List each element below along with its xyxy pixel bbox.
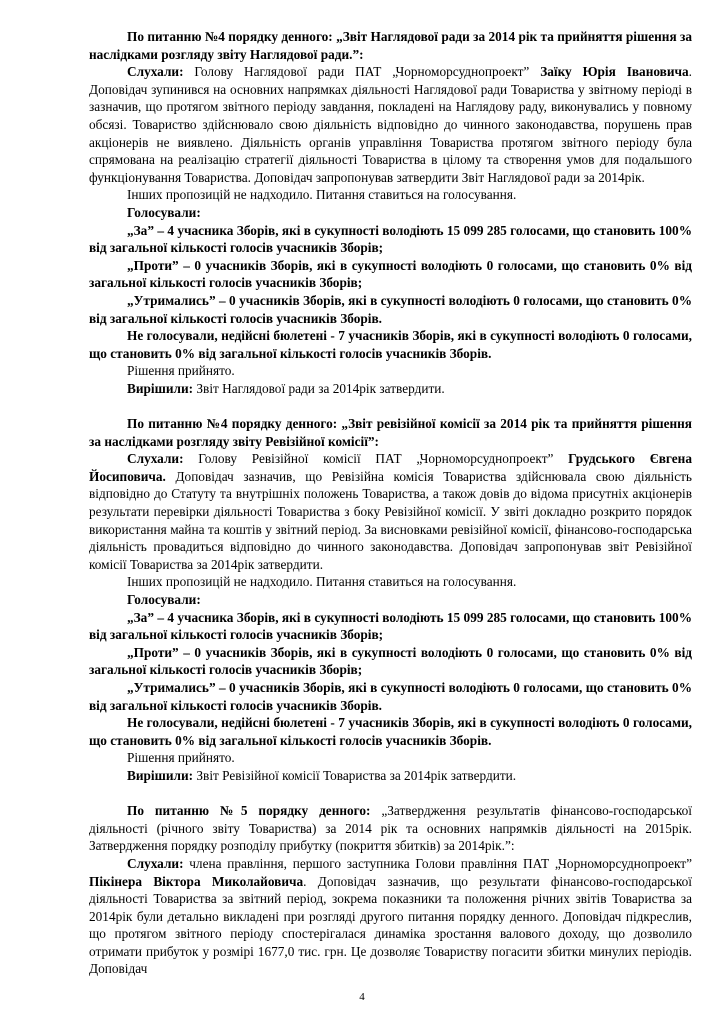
heard-label: Слухали: <box>127 855 184 871</box>
vote-for <box>89 609 692 644</box>
heading-text: „Затвердження результатів фінансово-господарської діяльності (річного звіту Товариства) за 2014 рік та основних напрямків діяльності на 2015рік. Затвердження порядку розподілу прибутку (покриття збитків) за 2014рік.”: <box>89 803 692 854</box>
agenda-item-heading <box>89 415 692 450</box>
heard-label: Слухали: <box>127 451 184 467</box>
no-proposals-text: Інших пропозицій не надходило. Питання ставиться на голосування. <box>127 187 517 203</box>
heard-intro: Голову Наглядової ради ПАТ „Чорноморсуднопроект” <box>183 64 541 80</box>
vote-invalid-text: Не голосували, недійсні бюлетені - 7 учасників Зборів, які в сукупності володіють 0 голосами, що становить 0% від загальної кількості голосів учасників Зборів. <box>89 328 692 361</box>
vote-against-text: „Проти” – 0 учасників Зборів, які в сукупності володіють 0 голосами, що становить 0% від загальної кількості голосів учасників Зборів; <box>89 644 692 678</box>
voted-label-text: Голосували: <box>127 204 201 220</box>
heard-paragraph <box>89 63 692 186</box>
speaker-name: Грудського Євгена Йосиповича. <box>89 451 692 484</box>
decided-label: Вирішили: <box>127 767 194 783</box>
no-proposals-text: Інших пропозицій не надходило. Питання ставиться на голосування. <box>127 574 517 590</box>
heading-label: По питанню №4 порядку денного: <box>127 29 333 44</box>
page-number: 4 <box>359 991 365 1003</box>
vote-for-text: „За” – 4 учасника Зборів, які в сукупності володіють 15 099 285 голосами, що становить 100% від загальної кількості голосів учасників Зборів; <box>89 609 692 643</box>
vote-abstain-text: „Утримались” – 0 учасників Зборів, які в сукупності володіють 0 голосами, що становить 0% від загальної кількості голосів учасників Зборів. <box>89 292 692 326</box>
vote-against <box>89 257 692 292</box>
voted-label <box>89 591 692 609</box>
decision-adopted: Рішення прийнято. <box>127 363 235 379</box>
vote-for <box>89 222 692 257</box>
vote-abstain <box>89 292 692 327</box>
heard-body: . Доповідач зупинився на основних напрямках діяльності Наглядової ради Товариства у звітному періоді в зазначив, що протягом звітного періоду завдання, покладені на Наглядову раду, виконувались у повному обсязі. Товариство здійснювало свою діяльність відповідно до чинного законодавства, порушень прав акціонерів не виявлено. Діяльність органів управління Товариства протягом звітного періоду була спрямована на реалізацію стратегії діяльності Товариства в цілому та створення умов для подальшого функціонування Товариства. Доповідач запропонував затвердити Звіт Наглядової ради за 2014рік. <box>89 64 692 185</box>
decided-label: Вирішили: <box>127 380 194 396</box>
speaker-name: Пікінера Віктора Миколайовича <box>89 873 304 889</box>
heading-text: „Звіт ревізійної комісії за 2014 рік та прийняття рішення за наслідками розгляду звіту Ревізійної комісії”: <box>89 416 692 449</box>
vote-invalid <box>89 714 692 749</box>
heard-body: . Доповідач зазначив, що результати фінансово-господарської діяльності Товариства за звітний період, зокрема показники та положення річних звітів Товариства за 2014рік були детально викладені при розгляді другого питання порядку денного. Доповідач підкреслив, що протягом звітного періоду спостерігалася динаміка зростання валового доходу, що дозволило отримати прибуток у розмірі 1677,0 тис. грн. Це дозволяє Товариству погасити збитки минулих періодів. Доповідач <box>89 873 692 977</box>
vote-invalid-text: Не голосували, недійсні бюлетені - 7 учасників Зборів, які в сукупності володіють 0 голосами, що становить 0% від загальної кількості голосів учасників Зборів. <box>89 715 692 748</box>
heard-paragraph <box>89 450 692 573</box>
heard-body: Доповідач зазначив, що Ревізійна комісія Товариства здійснювала свою діяльність відповідно до Статуту та внутрішніх положень Товариства, а також довів до відома присутніх акціонерів результати перевірки діяльності Товариства з боку Ревізійної комісії. У звіті докладно розкрито порядок використання майна та коштів у звітний період. За висновками ревізійної комісії, фінансово-господарська діяльність провадиться відповідно до чинного законодавства. Доповідач запропонував звіт Ревізійної комісії Товариства за 2014рік затвердити. <box>89 468 692 572</box>
heard-intro: члена правління, першого заступника Голови правління ПАТ „Чорноморсуднопроект” <box>183 855 692 871</box>
heading-label: По питанню №5 порядку денного: <box>127 803 371 819</box>
agenda-item-heading <box>89 28 692 63</box>
agenda-item-heading <box>89 802 692 855</box>
heard-paragraph <box>89 855 692 978</box>
vote-against <box>89 644 692 679</box>
vote-against-text: „Проти” – 0 учасників Зборів, які в сукупності володіють 0 голосами, що становить 0% від загальної кількості голосів учасників Зборів; <box>89 257 692 291</box>
spacer <box>89 785 692 803</box>
vote-abstain-text: „Утримались” – 0 учасників Зборів, які в сукупності володіють 0 голосами, що становить 0% від загальної кількості голосів учасників Зборів. <box>89 679 692 713</box>
decided-paragraph <box>89 380 692 398</box>
decided-text: Звіт Наглядової ради за 2014рік затвердити. <box>193 380 445 396</box>
heard-label: Слухали: <box>127 64 184 80</box>
vote-invalid <box>89 327 692 362</box>
spacer <box>89 397 692 415</box>
speaker-name: Заїку Юрія Івановича <box>540 64 689 80</box>
decision-adopted: Рішення прийнято. <box>127 750 235 766</box>
vote-for-text: „За” – 4 учасника Зборів, які в сукупності володіють 15 099 285 голосами, що становить 100% від загальної кількості голосів учасників Зборів; <box>89 222 692 256</box>
voted-label-text: Голосували: <box>127 592 201 607</box>
vote-abstain <box>89 679 692 714</box>
heading-text: „Звіт Наглядової ради за 2014 рік та прийняття рішення за наслідками розгляду звіту Наглядової ради.”: <box>89 29 692 62</box>
decided-paragraph <box>89 767 692 785</box>
page-content <box>89 28 692 978</box>
voted-label <box>89 204 692 222</box>
heading-label: По питанню №4 порядку денного: <box>127 416 338 432</box>
heard-intro: Голову Ревізійної комісії ПАТ „Чорноморсуднопроект” <box>183 451 569 467</box>
decided-text: Звіт Ревізійної комісії Товариства за 2014рік затвердити. <box>193 767 517 783</box>
